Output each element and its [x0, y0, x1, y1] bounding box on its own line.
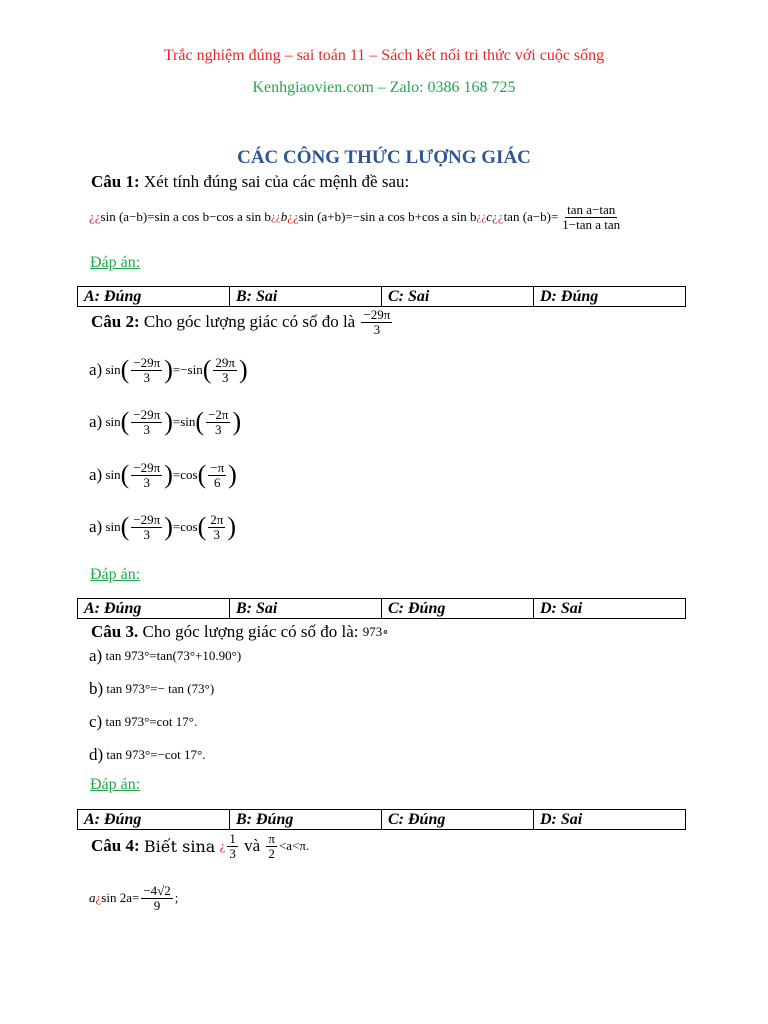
answer-cell-a: A: Đúng — [78, 599, 230, 619]
item-rhs-fraction — [213, 356, 237, 384]
item-rhs-func: =sin — [172, 414, 196, 430]
item-rhs-fraction — [206, 408, 230, 436]
question-2-item-4 — [89, 513, 236, 541]
statement-c-label: c — [486, 209, 493, 225]
header-subtitle: Trắc nghiệm đúng – sai toán 11 – Sách kết nối tri thức với cuộc sống — [163, 47, 605, 64]
item-lhs-fraction — [131, 461, 162, 489]
fraction-numerator: −π — [210, 460, 225, 475]
answer-cell-d: D: Sai — [534, 599, 686, 619]
fraction-numerator: tan a−tan — [567, 202, 616, 217]
answer-cell-b: B: Sai — [230, 599, 382, 619]
question-4-fraction-1 — [227, 832, 238, 860]
item-fraction — [141, 884, 172, 912]
item-lhs-fraction — [131, 356, 162, 384]
marker: ¿ — [219, 838, 226, 854]
fraction-denominator: 3 — [229, 845, 236, 861]
question-3 — [91, 622, 389, 642]
right-paren: ) — [164, 512, 173, 542]
question-1-text: Xét tính đúng sai của các mệnh đề sau: — [143, 172, 410, 191]
fraction-numerator: −29π — [133, 407, 161, 422]
fraction-numerator: 2π — [210, 512, 224, 527]
answer-cell-d: D: Đúng — [534, 287, 686, 307]
question-3-item-c — [89, 712, 197, 732]
item-rhs-func: =cos — [172, 467, 198, 483]
question-2-text: Cho góc lượng giác có số đo là — [143, 312, 356, 332]
fraction-denominator: 3 — [373, 321, 381, 337]
item-rhs-fraction — [208, 461, 226, 489]
question-4 — [91, 832, 309, 860]
item-lhs-func: sin — [105, 519, 121, 535]
question-4-text: Biết sina — [143, 836, 216, 856]
fraction-numerator: −4√2 — [143, 883, 171, 898]
left-paren: ( — [120, 460, 130, 490]
fraction-numerator: −29π — [133, 460, 161, 475]
item-prefix: d) — [89, 745, 104, 764]
statement-b: sin (a+b)=−sin a cos b+cos a sin b — [298, 209, 477, 225]
fraction-denominator: 3 — [221, 369, 229, 385]
item-expression: tan 973°=tan(73°+10.90°) — [105, 648, 242, 663]
fraction-denominator: 3 — [143, 421, 151, 437]
item-rhs-func: =−sin — [172, 362, 203, 378]
statement-a: sin (a−b)=sin a cos b−cos a sin b — [100, 209, 271, 225]
question-2-label: Câu 2: — [91, 312, 140, 332]
item-lhs-fraction — [131, 408, 162, 436]
question-2 — [91, 308, 394, 336]
item-rhs-fraction — [208, 513, 225, 541]
answer-cell-d: D: Sai — [534, 810, 686, 830]
answer-table-2 — [77, 598, 686, 619]
question-4-and: và — [244, 836, 261, 856]
answer-label-1: Đáp án: — [90, 254, 141, 271]
left-paren: ( — [120, 512, 130, 542]
question-2-item-1 — [89, 356, 248, 384]
item-expression: tan 973°=− tan (73°) — [106, 681, 215, 696]
item-lhs-fraction — [131, 513, 162, 541]
marker: ¿¿ — [492, 209, 504, 225]
statement-c-fraction — [560, 203, 622, 231]
left-paren: ( — [197, 460, 207, 490]
right-paren: ) — [232, 407, 242, 437]
question-1 — [91, 172, 409, 192]
question-2-item-3 — [89, 461, 237, 489]
fraction-numerator: −29π — [133, 512, 161, 527]
fraction-denominator: 2 — [268, 845, 275, 861]
item-prefix: a) — [89, 360, 103, 380]
right-paren: ) — [238, 355, 248, 385]
question-4-item-a — [89, 884, 178, 912]
fraction-denominator: 3 — [213, 526, 221, 542]
answer-cell-a: A: Đúng — [78, 287, 230, 307]
question-3-label: Câu 3. — [91, 622, 139, 641]
item-prefix: a) — [89, 465, 103, 485]
fraction-denominator: 3 — [143, 369, 151, 385]
left-paren: ( — [195, 407, 205, 437]
question-4-condition: <a<π. — [278, 838, 310, 854]
fraction-numerator: 1 — [229, 831, 236, 846]
statement-b-label: b — [280, 209, 288, 225]
question-1-statements — [89, 203, 624, 231]
fraction-denominator: 3 — [143, 526, 151, 542]
right-paren: ) — [164, 407, 173, 437]
marker: ¿¿ — [270, 211, 281, 224]
header-contact: Kenhgiaovien.com – Zalo: 0386 168 725 — [252, 79, 516, 96]
answer-table-1 — [77, 286, 686, 307]
answer-cell-c: C: Đúng — [382, 599, 534, 619]
fraction-numerator: 29π — [215, 355, 235, 370]
item-lhs-func: sin — [105, 414, 121, 430]
answer-label-3: Đáp án: — [90, 776, 141, 793]
fraction-denominator: 9 — [153, 897, 161, 913]
item-prefix: b) — [89, 679, 104, 698]
marker: ¿¿ — [89, 209, 101, 225]
fraction-denominator: 1−tan a tan — [562, 216, 621, 232]
right-paren: ) — [228, 460, 237, 490]
left-paren: ( — [120, 407, 130, 437]
left-paren: ( — [120, 355, 130, 385]
item-lhs-func: sin — [105, 467, 121, 483]
degree-symbol: ∘ — [382, 624, 389, 639]
item-rhs-func: =cos — [172, 519, 198, 535]
item-expression: tan 973°=cot 17°. — [105, 714, 198, 729]
answer-cell-c: C: Đúng — [382, 810, 534, 830]
item-prefix: sin 2a= — [101, 890, 140, 906]
answer-table-3 — [77, 809, 686, 830]
answer-cell-a: A: Đúng — [78, 810, 230, 830]
question-2-angle — [361, 308, 392, 336]
item-lhs-func: sin — [105, 362, 121, 378]
fraction-denominator: 3 — [215, 421, 222, 437]
fraction-numerator: −29π — [363, 307, 391, 322]
right-paren: ) — [164, 355, 173, 385]
item-prefix: c) — [89, 712, 103, 731]
question-1-label: Câu 1: — [91, 172, 140, 191]
marker: ¿ — [95, 890, 102, 906]
question-3-angle: 973 — [362, 624, 383, 639]
left-paren: ( — [202, 355, 212, 385]
fraction-numerator: −29π — [133, 355, 161, 370]
fraction-denominator: 3 — [143, 474, 151, 490]
question-3-item-b — [89, 679, 214, 699]
left-paren: ( — [197, 512, 207, 542]
fraction-denominator: 6 — [213, 474, 221, 490]
question-2-item-2 — [89, 408, 241, 436]
fraction-numerator: −2π — [208, 407, 229, 422]
item-prefix: a) — [89, 412, 103, 432]
item-prefix: a) — [89, 646, 103, 665]
question-3-text: Cho góc lượng giác có số đo là: — [142, 622, 359, 641]
item-expression: tan 973°=−cot 17°. — [106, 747, 206, 762]
right-paren: ) — [164, 460, 173, 490]
answer-cell-b: B: Sai — [230, 287, 382, 307]
item-label: a — [89, 890, 96, 906]
marker: ¿¿ — [476, 211, 487, 224]
question-3-item-a — [89, 646, 241, 666]
question-4-label: Câu 4: — [91, 836, 140, 856]
answer-cell-c: C: Sai — [382, 287, 534, 307]
answer-cell-b: B: Đúng — [230, 810, 382, 830]
question-4-fraction-2 — [266, 832, 277, 860]
statement-c-prefix: tan (a−b)= — [503, 209, 559, 225]
right-paren: ) — [227, 512, 236, 542]
marker: ¿¿ — [287, 209, 299, 225]
answer-label-2: Đáp án: — [90, 566, 141, 583]
item-prefix: a) — [89, 517, 103, 537]
fraction-numerator: π — [268, 831, 275, 846]
item-suffix: ; — [174, 890, 179, 906]
question-3-item-d — [89, 745, 206, 765]
page-title: CÁC CÔNG THỨC LƯỢNG GIÁC — [237, 147, 531, 168]
